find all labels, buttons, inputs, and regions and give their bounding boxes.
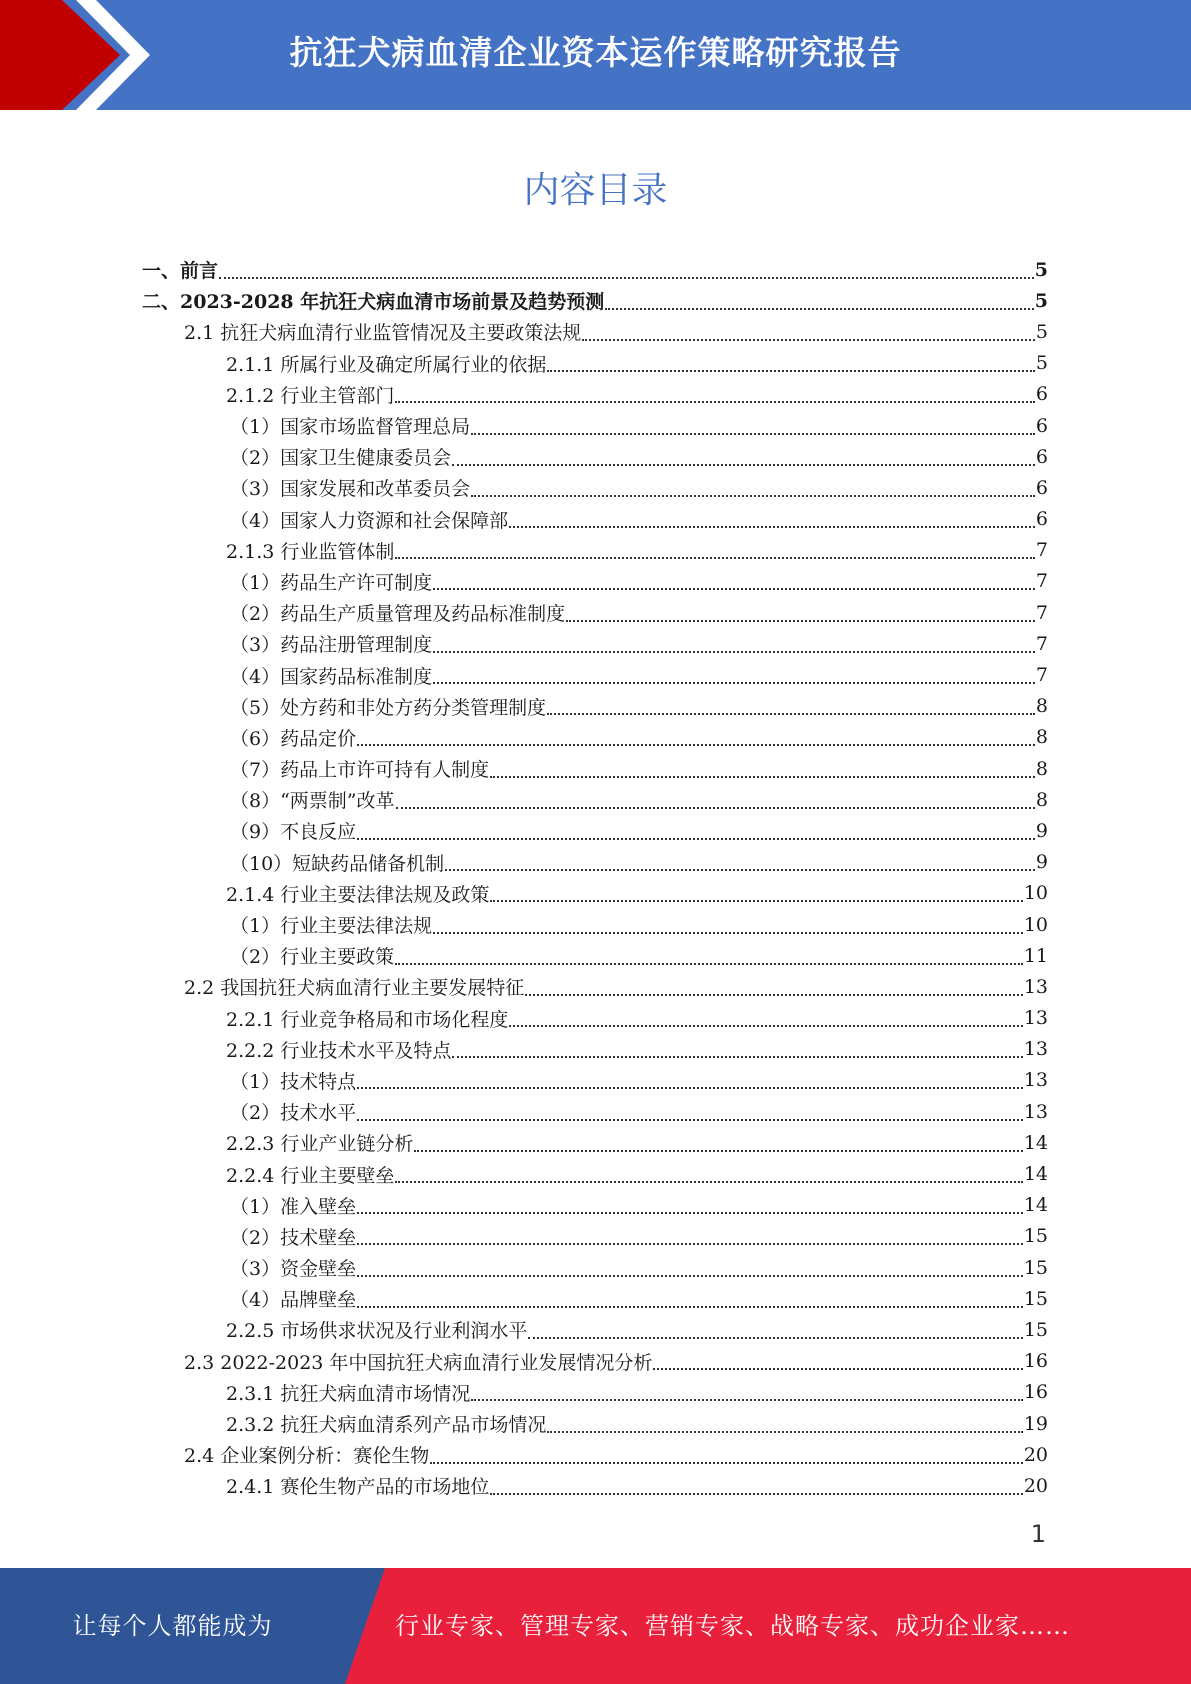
toc-entry-page: 7 <box>1035 632 1048 655</box>
toc-entry-title: （1）准入壁垒 <box>230 1195 357 1218</box>
toc-entry[interactable] <box>142 691 1048 722</box>
toc-entry-page: 9 <box>1035 851 1048 874</box>
report-title: 抗狂犬病血清企业资本运作策略研究报告 <box>289 33 902 72</box>
toc-entry-page: 13 <box>1023 975 1048 998</box>
toc-entry-title: （2）国家卫生健康委员会 <box>230 447 452 470</box>
toc-entry-page: 15 <box>1023 1287 1048 1310</box>
toc-dot-leader <box>509 1025 1022 1027</box>
toc-entry-page: 14 <box>1023 1194 1048 1217</box>
toc-dot-leader <box>395 401 1035 403</box>
toc-dot-leader <box>357 1275 1023 1277</box>
toc-dot-leader <box>433 932 1023 934</box>
toc-dot-leader <box>357 1119 1023 1121</box>
toc-dot-leader <box>357 1306 1023 1308</box>
toc-entry-title: 2.4.1 赛伦生物产品的市场地位 <box>226 1476 490 1499</box>
toc-dot-leader <box>547 370 1035 372</box>
toc-entry[interactable] <box>142 410 1048 441</box>
toc-dot-leader <box>357 1212 1023 1214</box>
toc-entry[interactable] <box>142 597 1048 628</box>
toc-entry-page: 14 <box>1023 1163 1048 1186</box>
toc-entry[interactable] <box>142 1283 1048 1314</box>
toc-dot-leader <box>525 994 1023 996</box>
toc-entry-title: 2.2 我国抗狂犬病血清行业主要发展特征 <box>184 977 525 1000</box>
toc-entry-title: （2）行业主要政策 <box>230 946 395 969</box>
toc-entry[interactable] <box>142 847 1048 878</box>
toc-entry-title: （1）行业主要法律法规 <box>230 915 433 938</box>
toc-entry[interactable] <box>142 1034 1048 1065</box>
toc-entry[interactable] <box>142 1003 1048 1034</box>
toc-entry-page: 20 <box>1023 1443 1048 1466</box>
toc-dot-leader <box>471 433 1035 435</box>
toc-entry-page: 7 <box>1035 539 1048 562</box>
toc-entry[interactable] <box>142 1127 1048 1158</box>
toc-entry-title: （1）药品生产许可制度 <box>230 571 433 594</box>
footer-band <box>0 1568 1191 1684</box>
toc-entry-page: 5 <box>1034 289 1048 312</box>
toc-entry-page: 14 <box>1023 1131 1048 1154</box>
toc-entry[interactable] <box>142 722 1048 753</box>
toc-entry-page: 16 <box>1023 1350 1048 1373</box>
toc-dot-leader <box>219 277 1034 279</box>
toc-entry[interactable] <box>142 878 1048 909</box>
toc-entry[interactable] <box>142 1377 1048 1408</box>
toc-entry[interactable] <box>142 472 1048 503</box>
toc-entry-title: 2.1 抗狂犬病血清行业监管情况及主要政策法规 <box>184 322 582 345</box>
toc-entry-page: 10 <box>1023 882 1048 905</box>
toc-entry-title: （2）技术水平 <box>230 1102 357 1125</box>
toc-entry-title: 2.1.2 行业主管部门 <box>226 384 395 407</box>
toc-dot-leader <box>471 1399 1022 1401</box>
toc-dot-leader <box>490 900 1022 902</box>
toc-entry[interactable] <box>142 784 1048 815</box>
toc-entry-title: （4）品牌壁垒 <box>230 1289 357 1312</box>
toc-entry[interactable] <box>142 909 1048 940</box>
toc-entry-title: （2）技术壁垒 <box>230 1226 357 1249</box>
toc-entry-title: （4）国家人力资源和社会保障部 <box>230 509 509 532</box>
toc-entry[interactable] <box>142 535 1048 566</box>
toc-entry-title: （3）资金壁垒 <box>230 1258 357 1281</box>
toc-entry-page: 5 <box>1035 320 1048 343</box>
toc-dot-leader <box>433 588 1035 590</box>
toc-entry-page: 16 <box>1023 1381 1048 1404</box>
toc-entry-page: 15 <box>1023 1318 1048 1341</box>
toc-entry-page: 6 <box>1035 383 1048 406</box>
toc-entry-page: 13 <box>1023 1007 1048 1030</box>
toc-entry[interactable] <box>142 659 1048 690</box>
page-number: 1 <box>1030 1520 1046 1548</box>
toc-entry[interactable] <box>142 1470 1048 1501</box>
toc-entry[interactable] <box>142 1065 1048 1096</box>
toc-entry[interactable] <box>142 971 1048 1002</box>
toc-entry-title: 2.4 企业案例分析：赛伦生物 <box>184 1445 430 1468</box>
toc-entry-title: 2.1.4 行业主要法律法规及政策 <box>226 883 490 906</box>
toc-entry-title: 2.3.1 抗狂犬病血清市场情况 <box>226 1382 471 1405</box>
toc-dot-leader <box>357 744 1035 746</box>
toc-entry[interactable] <box>142 285 1048 316</box>
toc-entry-page: 20 <box>1023 1474 1048 1497</box>
toc-entry-page: 10 <box>1023 913 1048 936</box>
toc-entry[interactable] <box>142 379 1048 410</box>
toc-dot-leader <box>653 1368 1022 1370</box>
toc-dot-leader <box>452 1056 1022 1058</box>
toc-entry-title: 2.3 2022-2023 年中国抗狂犬病血清行业发展情况分析 <box>184 1351 653 1374</box>
toc-entry-title: 2.2.3 行业产业链分析 <box>226 1133 414 1156</box>
toc-entry[interactable] <box>142 1439 1048 1470</box>
toc-entry[interactable] <box>142 1190 1048 1221</box>
toc-entry-title: 2.2.4 行业主要壁垒 <box>226 1164 395 1187</box>
toc-entry-page: 11 <box>1023 944 1048 967</box>
toc-dot-leader <box>395 1181 1022 1183</box>
toc-entry-title: （2）药品生产质量管理及药品标准制度 <box>230 603 566 626</box>
toc-entry-title: （1）技术特点 <box>230 1070 357 1093</box>
toc-dot-leader <box>582 339 1035 341</box>
toc-entry-page: 6 <box>1035 476 1048 499</box>
toc-entry[interactable] <box>142 566 1048 597</box>
toc-entry-page: 7 <box>1035 664 1048 687</box>
toc-entry-title: （4）国家药品标准制度 <box>230 665 433 688</box>
toc-entry[interactable] <box>142 254 1048 285</box>
toc-entry-title: （3）国家发展和改革委员会 <box>230 478 471 501</box>
toc-dot-leader <box>414 1150 1022 1152</box>
toc-dot-leader <box>357 1087 1023 1089</box>
toc-entry-page: 9 <box>1035 819 1048 842</box>
toc-entry-title: 2.1.3 行业监管体制 <box>226 540 395 563</box>
toc-entry-page: 19 <box>1023 1412 1048 1435</box>
toc-entry-title: （7）药品上市许可持有人制度 <box>230 759 490 782</box>
toc-dot-leader <box>528 1337 1022 1339</box>
toc-entry-page: 5 <box>1035 352 1048 375</box>
toc-entry[interactable] <box>142 1096 1048 1127</box>
toc-dot-leader <box>445 869 1035 871</box>
toc-entry-page: 8 <box>1035 757 1048 780</box>
table-of-contents <box>142 254 1048 1502</box>
toc-dot-leader <box>396 807 1035 809</box>
toc-dot-leader <box>490 776 1035 778</box>
toc-entry-title: （8）“两票制”改革 <box>230 790 395 813</box>
toc-dot-leader <box>357 1243 1023 1245</box>
toc-entry[interactable] <box>142 348 1048 379</box>
footer-slogan-left: 让每个人都能成为 <box>72 1612 273 1640</box>
toc-entry-page: 8 <box>1035 726 1048 749</box>
toc-entry[interactable] <box>142 1158 1048 1189</box>
toc-entry[interactable] <box>142 1221 1048 1252</box>
toc-entry[interactable] <box>142 940 1048 971</box>
toc-entry-title: （3）药品注册管理制度 <box>230 634 433 657</box>
toc-dot-leader <box>547 1431 1022 1433</box>
toc-entry[interactable] <box>142 815 1048 846</box>
toc-entry-page: 8 <box>1035 695 1048 718</box>
toc-dot-leader <box>433 682 1035 684</box>
toc-entry-title: 2.2.1 行业竞争格局和市场化程度 <box>226 1008 509 1031</box>
toc-entry[interactable] <box>142 753 1048 784</box>
toc-entry-title: 2.2.5 市场供求状况及行业利润水平 <box>226 1320 528 1343</box>
toc-entry-page: 8 <box>1035 788 1048 811</box>
toc-dot-leader <box>471 495 1035 497</box>
toc-entry-title: 一、前言 <box>142 260 219 283</box>
toc-entry-page: 13 <box>1023 1069 1048 1092</box>
toc-entry-title: 2.3.2 抗狂犬病血清系列产品市场情况 <box>226 1414 547 1437</box>
toc-dot-leader <box>357 838 1035 840</box>
toc-entry-page: 15 <box>1023 1225 1048 1248</box>
toc-entry-title: 2.1.1 所属行业及确定所属行业的依据 <box>226 353 547 376</box>
toc-entry-page: 7 <box>1035 601 1048 624</box>
footer-slogan-right: 行业专家、管理专家、营销专家、战略专家、成功企业家…… <box>395 1612 1070 1640</box>
toc-entry-page: 6 <box>1035 508 1048 531</box>
toc-entry[interactable] <box>142 504 1048 535</box>
toc-dot-leader <box>509 526 1035 528</box>
toc-dot-leader <box>452 464 1035 466</box>
toc-dot-leader <box>490 1493 1022 1495</box>
toc-entry-page: 6 <box>1035 414 1048 437</box>
toc-entry[interactable] <box>142 316 1048 347</box>
toc-entry[interactable] <box>142 628 1048 659</box>
toc-entry-page: 13 <box>1023 1100 1048 1123</box>
toc-entry[interactable] <box>142 1252 1048 1283</box>
toc-entry-title: （5）处方药和非处方药分类管理制度 <box>230 696 547 719</box>
toc-entry[interactable] <box>142 1314 1048 1345</box>
toc-entry-title: （10）短缺药品储备机制 <box>230 852 445 875</box>
toc-entry-title: 二、2023-2028 年抗狂犬病血清市场前景及趋势预测 <box>142 291 605 314</box>
toc-entry-title: （6）药品定价 <box>230 727 357 750</box>
toc-entry[interactable] <box>142 441 1048 472</box>
toc-dot-leader <box>605 308 1034 310</box>
toc-dot-leader <box>395 557 1035 559</box>
header-band <box>0 0 1191 110</box>
toc-dot-leader <box>547 713 1035 715</box>
toc-entry-page: 5 <box>1034 258 1048 281</box>
toc-dot-leader <box>433 651 1035 653</box>
toc-dot-leader <box>566 620 1035 622</box>
toc-entry-title: （1）国家市场监督管理总局 <box>230 416 471 439</box>
toc-entry-page: 6 <box>1035 445 1048 468</box>
toc-entry-title: （9）不良反应 <box>230 821 357 844</box>
toc-dot-leader <box>395 963 1023 965</box>
toc-entry-page: 7 <box>1035 570 1048 593</box>
toc-heading: 内容目录 <box>523 170 668 211</box>
toc-dot-leader <box>430 1462 1023 1464</box>
toc-entry-page: 13 <box>1023 1038 1048 1061</box>
toc-entry-page: 15 <box>1023 1256 1048 1279</box>
toc-entry[interactable] <box>142 1408 1048 1439</box>
toc-entry-title: 2.2.2 行业技术水平及特点 <box>226 1039 452 1062</box>
toc-entry[interactable] <box>142 1346 1048 1377</box>
